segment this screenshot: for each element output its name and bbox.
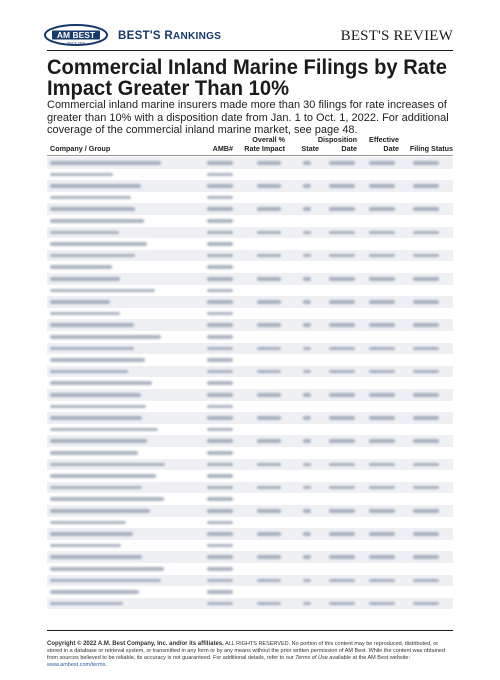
redacted-cell bbox=[207, 567, 233, 571]
redacted-cell bbox=[207, 532, 233, 536]
redacted-cell bbox=[207, 207, 233, 211]
redacted-cell bbox=[413, 184, 439, 188]
redacted-cell bbox=[329, 439, 355, 443]
table-row bbox=[47, 169, 453, 181]
redacted-cell bbox=[329, 486, 355, 490]
redacted-cell bbox=[50, 497, 164, 501]
redacted-cell bbox=[413, 463, 439, 467]
redacted-cell bbox=[207, 196, 233, 200]
table-row bbox=[47, 319, 453, 331]
redacted-cell bbox=[413, 254, 439, 258]
table-row bbox=[47, 215, 453, 227]
col-amb: AMB# bbox=[212, 143, 233, 153]
redacted-cell bbox=[413, 277, 439, 281]
redacted-cell bbox=[257, 347, 281, 351]
redacted-cell bbox=[207, 486, 233, 490]
table-row bbox=[47, 227, 453, 239]
redacted-cell bbox=[303, 509, 311, 513]
table-row bbox=[47, 598, 453, 610]
header-divider bbox=[47, 50, 453, 51]
redacted-cell bbox=[303, 300, 311, 304]
redacted-cell bbox=[329, 602, 355, 606]
redacted-cell bbox=[369, 370, 395, 374]
redacted-cell bbox=[329, 207, 355, 211]
redacted-cell bbox=[303, 579, 311, 583]
redacted-cell bbox=[303, 416, 311, 420]
redacted-cell bbox=[303, 161, 311, 165]
table-row bbox=[47, 296, 453, 308]
redacted-cell bbox=[207, 590, 233, 594]
redacted-cell bbox=[50, 231, 119, 235]
redacted-cell bbox=[369, 323, 395, 327]
redacted-cell bbox=[329, 231, 355, 235]
redacted-cell bbox=[207, 451, 233, 455]
copyright-footer: Copyright © 2022 A.M. Best Company, Inc. and/or its affiliates. ALL RIGHTS RESERVED. No portion of this content may be reproduced, distributed, or stored in a database or retrieval system, or transmitted in any form or by any means without the prior written permission of AM Best. While the content was obtained from sources believed to be reliable, its accuracy is not guaranteed. For additional details, refer to our Terms of Use available at the AM Best website: www.ambest.com/terms. bbox=[47, 641, 446, 668]
redacted-cell bbox=[50, 474, 156, 478]
redacted-cell bbox=[413, 555, 439, 559]
table-row bbox=[47, 482, 453, 494]
redacted-cell bbox=[413, 439, 439, 443]
redacted-cell bbox=[303, 347, 311, 351]
redacted-cell bbox=[207, 242, 233, 246]
redacted-cell bbox=[369, 579, 395, 583]
redacted-cell bbox=[329, 579, 355, 583]
copyright-line: Copyright © 2022 A.M. Best Company, Inc. and/or its affiliates. bbox=[47, 641, 224, 647]
redacted-cell bbox=[303, 439, 311, 443]
redacted-cell bbox=[257, 463, 281, 467]
redacted-cell bbox=[50, 184, 141, 188]
logo-text: AM BEST bbox=[56, 30, 96, 40]
table-row bbox=[47, 331, 453, 343]
redacted-cell bbox=[207, 428, 233, 432]
redacted-cell bbox=[50, 381, 152, 385]
table-row bbox=[47, 238, 453, 250]
publication-name: BEST'S REVIEW bbox=[340, 28, 453, 44]
redacted-cell bbox=[257, 231, 281, 235]
redacted-cell bbox=[207, 439, 233, 443]
redacted-cell bbox=[303, 370, 311, 374]
col-disposition-date: Disposition Date bbox=[317, 135, 357, 153]
redacted-cell bbox=[413, 579, 439, 583]
table-body bbox=[47, 157, 453, 617]
redacted-cell bbox=[207, 312, 233, 316]
redacted-cell bbox=[50, 323, 134, 327]
col-filing-status: Filing Status bbox=[409, 143, 453, 153]
table-row bbox=[47, 180, 453, 192]
intro-paragraph: Commercial inland marine insurers made more than 30 filings for rate increases of greater than 10% with a disposition date from Jan. 1 to Oct. 1, 2022. For additional coverage of the commercial inland marine market, see page 48. bbox=[47, 99, 449, 137]
redacted-cell bbox=[303, 207, 311, 211]
redacted-cell bbox=[413, 393, 439, 397]
redacted-cell bbox=[50, 300, 110, 304]
redacted-cell bbox=[303, 602, 311, 606]
redacted-cell bbox=[50, 579, 161, 583]
redacted-cell bbox=[207, 265, 233, 269]
redacted-cell bbox=[257, 254, 281, 258]
redacted-cell bbox=[329, 555, 355, 559]
redacted-cell bbox=[257, 602, 281, 606]
redacted-cell bbox=[50, 242, 147, 246]
redacted-cell bbox=[207, 602, 233, 606]
redacted-cell bbox=[413, 231, 439, 235]
redacted-cell bbox=[369, 300, 395, 304]
table-row bbox=[47, 308, 453, 320]
table-row bbox=[47, 157, 453, 169]
redacted-cell bbox=[413, 300, 439, 304]
am-best-logo bbox=[44, 24, 108, 46]
redacted-cell bbox=[50, 161, 161, 165]
table-row bbox=[47, 528, 453, 540]
redacted-cell bbox=[329, 393, 355, 397]
redacted-cell bbox=[329, 509, 355, 513]
redacted-cell bbox=[369, 439, 395, 443]
redacted-cell bbox=[257, 277, 281, 281]
redacted-cell bbox=[207, 555, 233, 559]
table-row bbox=[47, 261, 453, 273]
redacted-cell bbox=[369, 347, 395, 351]
redacted-cell bbox=[207, 231, 233, 235]
table-row bbox=[47, 505, 453, 517]
redacted-cell bbox=[413, 532, 439, 536]
redacted-cell bbox=[369, 463, 395, 467]
redacted-cell bbox=[207, 335, 233, 339]
table-row bbox=[47, 192, 453, 204]
redacted-cell bbox=[329, 323, 355, 327]
redacted-cell bbox=[257, 370, 281, 374]
redacted-cell bbox=[369, 532, 395, 536]
table-row bbox=[47, 517, 453, 529]
redacted-cell bbox=[50, 265, 112, 269]
redacted-cell bbox=[50, 312, 120, 316]
redacted-cell bbox=[303, 555, 311, 559]
redacted-cell bbox=[207, 254, 233, 258]
redacted-cell bbox=[50, 347, 134, 351]
redacted-cell bbox=[369, 509, 395, 513]
redacted-cell bbox=[50, 486, 142, 490]
redacted-cell bbox=[207, 544, 233, 548]
table-row bbox=[47, 586, 453, 598]
redacted-cell bbox=[50, 463, 165, 467]
table-row bbox=[47, 424, 453, 436]
redacted-cell bbox=[329, 463, 355, 467]
redacted-cell bbox=[50, 509, 150, 513]
table-row bbox=[47, 250, 453, 262]
redacted-cell bbox=[207, 347, 233, 351]
table-row bbox=[47, 285, 453, 297]
redacted-cell bbox=[303, 463, 311, 467]
table-header bbox=[47, 135, 453, 155]
redacted-cell bbox=[207, 289, 233, 293]
redacted-cell bbox=[369, 207, 395, 211]
redacted-cell bbox=[50, 207, 135, 211]
redacted-cell bbox=[413, 323, 439, 327]
redacted-cell bbox=[207, 405, 233, 409]
redacted-cell bbox=[413, 416, 439, 420]
redacted-cell bbox=[207, 497, 233, 501]
redacted-cell bbox=[329, 161, 355, 165]
redacted-cell bbox=[50, 370, 128, 374]
redacted-cell bbox=[50, 567, 164, 571]
redacted-cell bbox=[207, 173, 233, 177]
redacted-cell bbox=[329, 532, 355, 536]
redacted-cell bbox=[329, 184, 355, 188]
table-row bbox=[47, 459, 453, 471]
redacted-cell bbox=[207, 381, 233, 385]
redacted-cell bbox=[329, 347, 355, 351]
redacted-cell bbox=[207, 509, 233, 513]
redacted-cell bbox=[50, 590, 139, 594]
table-row bbox=[47, 203, 453, 215]
col-company: Company / Group bbox=[50, 143, 111, 153]
redacted-cell bbox=[207, 579, 233, 583]
redacted-cell bbox=[257, 161, 281, 165]
redacted-cell bbox=[369, 161, 395, 165]
redacted-cell bbox=[413, 207, 439, 211]
page-title: Commercial Inland Marine Filings by Rate Impact Greater Than 10% bbox=[47, 56, 447, 100]
redacted-cell bbox=[50, 451, 138, 455]
table-row bbox=[47, 377, 453, 389]
redacted-cell bbox=[50, 358, 145, 362]
redacted-cell bbox=[50, 555, 142, 559]
redacted-cell bbox=[369, 184, 395, 188]
col-rate-impact: Overall % Rate Impact bbox=[244, 135, 285, 153]
redacted-cell bbox=[50, 277, 120, 281]
redacted-cell bbox=[207, 358, 233, 362]
redacted-cell bbox=[257, 486, 281, 490]
redacted-cell bbox=[413, 509, 439, 513]
redacted-cell bbox=[207, 393, 233, 397]
table-row bbox=[47, 493, 453, 505]
redacted-cell bbox=[50, 254, 135, 258]
redacted-cell bbox=[50, 405, 146, 409]
redacted-cell bbox=[303, 486, 311, 490]
redacted-cell bbox=[329, 370, 355, 374]
redacted-cell bbox=[207, 184, 233, 188]
redacted-cell bbox=[207, 474, 233, 478]
redacted-cell bbox=[207, 161, 233, 165]
table-row bbox=[47, 540, 453, 552]
table-row bbox=[47, 575, 453, 587]
redacted-cell bbox=[50, 289, 155, 293]
redacted-cell bbox=[369, 277, 395, 281]
redacted-cell bbox=[303, 532, 311, 536]
redacted-cell bbox=[207, 521, 233, 525]
redacted-cell bbox=[369, 254, 395, 258]
table-row bbox=[47, 563, 453, 575]
redacted-cell bbox=[413, 602, 439, 606]
brand-label-small: ANKINGS bbox=[172, 31, 222, 42]
redacted-cell bbox=[50, 602, 123, 606]
redacted-cell bbox=[207, 416, 233, 420]
table-header-rule bbox=[47, 155, 453, 156]
redacted-cell bbox=[50, 416, 142, 420]
redacted-cell bbox=[257, 555, 281, 559]
col-state: State bbox=[301, 143, 319, 153]
redacted-cell bbox=[329, 277, 355, 281]
redacted-cell bbox=[329, 254, 355, 258]
redacted-cell bbox=[303, 323, 311, 327]
table-row bbox=[47, 551, 453, 563]
redacted-cell bbox=[50, 532, 133, 536]
redacted-cell bbox=[413, 347, 439, 351]
redacted-cell bbox=[50, 196, 131, 200]
redacted-cell bbox=[413, 370, 439, 374]
table-row bbox=[47, 447, 453, 459]
redacted-cell bbox=[413, 161, 439, 165]
redacted-cell bbox=[50, 521, 126, 525]
redacted-cell bbox=[207, 323, 233, 327]
redacted-cell bbox=[303, 184, 311, 188]
redacted-cell bbox=[303, 393, 311, 397]
terms-link[interactable]: www.ambest.com/terms bbox=[47, 662, 106, 668]
table-row bbox=[47, 470, 453, 482]
redacted-cell bbox=[303, 231, 311, 235]
table-row bbox=[47, 435, 453, 447]
redacted-cell bbox=[50, 173, 113, 177]
redacted-cell bbox=[207, 219, 233, 223]
redacted-cell bbox=[303, 254, 311, 258]
redacted-cell bbox=[50, 393, 141, 397]
redacted-cell bbox=[329, 416, 355, 420]
table-row bbox=[47, 401, 453, 413]
logo-since: SINCE 1899 bbox=[67, 41, 85, 46]
redacted-cell bbox=[207, 300, 233, 304]
redacted-cell bbox=[257, 532, 281, 536]
redacted-cell bbox=[257, 323, 281, 327]
redacted-cell bbox=[207, 277, 233, 281]
col-effective-date: Effective Date bbox=[369, 135, 399, 153]
redacted-cell bbox=[257, 184, 281, 188]
redacted-cell bbox=[50, 428, 158, 432]
redacted-cell bbox=[257, 579, 281, 583]
table-row bbox=[47, 273, 453, 285]
redacted-cell bbox=[257, 439, 281, 443]
redacted-cell bbox=[369, 393, 395, 397]
footer-divider bbox=[47, 630, 453, 631]
table-row bbox=[47, 389, 453, 401]
table-row bbox=[47, 412, 453, 424]
best-rankings-label bbox=[118, 30, 221, 42]
redacted-cell bbox=[257, 300, 281, 304]
redacted-cell bbox=[50, 335, 161, 339]
redacted-cell bbox=[50, 439, 147, 443]
table-row bbox=[47, 354, 453, 366]
redacted-cell bbox=[369, 486, 395, 490]
redacted-cell bbox=[329, 300, 355, 304]
redacted-cell bbox=[50, 219, 144, 223]
redacted-cell bbox=[50, 544, 121, 548]
redacted-cell bbox=[207, 463, 233, 467]
table-row bbox=[47, 343, 453, 355]
redacted-cell bbox=[257, 509, 281, 513]
redacted-cell bbox=[369, 602, 395, 606]
redacted-cell bbox=[207, 370, 233, 374]
redacted-cell bbox=[303, 277, 311, 281]
brand-label-main: BEST'S R bbox=[118, 30, 173, 42]
redacted-cell bbox=[257, 416, 281, 420]
redacted-cell bbox=[369, 416, 395, 420]
redacted-cell bbox=[369, 555, 395, 559]
redacted-cell bbox=[369, 231, 395, 235]
redacted-cell bbox=[413, 486, 439, 490]
redacted-cell bbox=[257, 393, 281, 397]
redacted-cell bbox=[257, 207, 281, 211]
table-row bbox=[47, 366, 453, 378]
